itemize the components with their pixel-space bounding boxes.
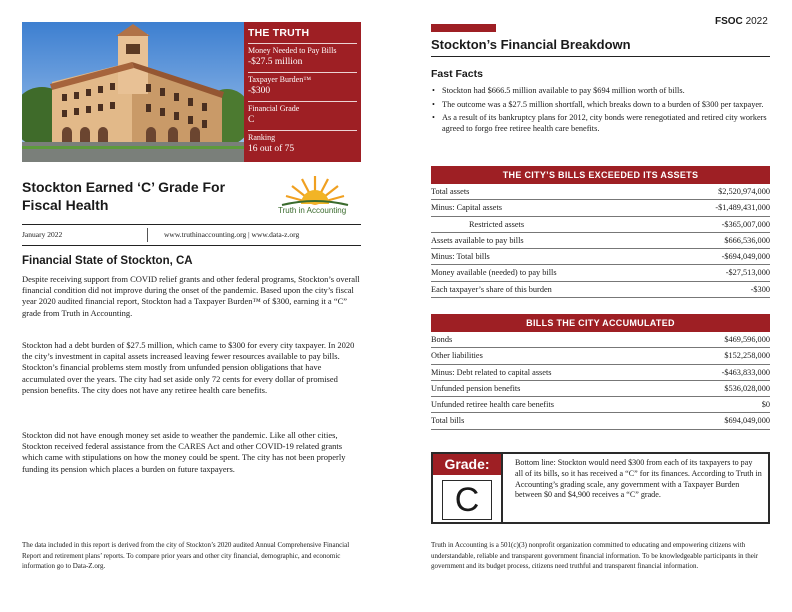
fast-facts-title: Fast Facts bbox=[431, 68, 483, 80]
table-header: THE CITY’S BILLS EXCEEDED ITS ASSETS bbox=[431, 166, 770, 184]
row-label: Restricted assets bbox=[469, 219, 525, 229]
row-amount: -$463,833,000 bbox=[721, 367, 770, 377]
bills-accumulated-table bbox=[431, 314, 770, 430]
data-source-footnote: The data included in this report is derived from the city of Stockton’s 2020 audited Annual Comprehensive Financial Report and retirement plans’ reports. To compare prior years and other city financial, demographic, and economic information go to Data-Z.org. bbox=[22, 541, 350, 570]
fast-facts-list bbox=[431, 86, 770, 137]
row-amount: $536,028,000 bbox=[724, 383, 770, 393]
table-row bbox=[431, 217, 770, 233]
ranking-value: 16 out of 75 bbox=[248, 144, 295, 154]
hotel-photo bbox=[22, 22, 244, 162]
row-amount: -$27,513,000 bbox=[725, 268, 770, 278]
the-truth-box bbox=[244, 22, 361, 162]
organization-footnote: Truth in Accounting is a 501(c)(3) nonprofit organization committed to educating and empowering citizens with understandable, reliable and transparent government financial information. To be knowledgeable participants in their government and its budget process, citizens need truthful and transparent financial information. bbox=[431, 541, 759, 570]
table-header: BILLS THE CITY ACCUMULATED bbox=[431, 314, 770, 332]
fast-fact-item: • The outcome was a $27.5 million shortfall, which breaks down to a burden of $300 per taxpayer. bbox=[431, 100, 770, 111]
row-label: Other liabilities bbox=[431, 351, 483, 361]
hotel-building-image bbox=[22, 22, 244, 162]
table-row bbox=[431, 381, 770, 397]
row-amount: $0 bbox=[761, 400, 770, 410]
section-title: Financial State of Stockton, CA bbox=[22, 255, 193, 267]
body-paragraph: Stockton did not have enough money set aside to weather the pandemic. Like all other cities, Stockton received federal assistance from the CARES Act and other COVID-19 related grants which came with stipulations on how the money could be spent. The city has not been properly funding its pension which places a burden on future taxpayers. bbox=[22, 430, 346, 474]
row-label: Each taxpayer’s share of this burden bbox=[431, 284, 552, 294]
meta-divider bbox=[147, 228, 148, 242]
row-label: Assets available to pay bills bbox=[431, 235, 524, 245]
row-label: Unfunded retiree health care benefits bbox=[431, 400, 555, 410]
row-label: Minus: Debt related to capital assets bbox=[431, 367, 552, 377]
financial-grade-label: Financial Grade bbox=[248, 104, 300, 113]
row-label: Money available (needed) to pay bills bbox=[431, 268, 557, 278]
body-paragraph: Despite receiving support from COVID relief grants and other federal programs, Stockton’s overall financial condition did not improve during the onset of the pandemic. Based upon the city’s fiscal year 2020 audited financial report, Stockton had a Taxpayer Burden™ of $300, earning it a “C” grade from Truth in Accounting. bbox=[22, 274, 360, 318]
fast-fact-item: • Stockton had $666.5 million available to pay $694 million worth of bills. bbox=[431, 86, 770, 97]
grade-letter: C bbox=[442, 480, 492, 520]
grade-box bbox=[431, 452, 503, 524]
table-row bbox=[431, 265, 770, 281]
table-row bbox=[431, 233, 770, 249]
table-row bbox=[431, 282, 770, 298]
table-row bbox=[431, 184, 770, 200]
accent-strip bbox=[431, 24, 496, 32]
truth-box-title: THE TRUTH bbox=[248, 27, 310, 39]
taxpayer-burden-value: -$300 bbox=[248, 86, 271, 96]
row-amount: $694,049,000 bbox=[724, 416, 770, 426]
table-row bbox=[431, 332, 770, 348]
fsoc-year: 2022 bbox=[745, 16, 768, 27]
truth-divider bbox=[248, 72, 357, 73]
table-row bbox=[431, 413, 770, 429]
report-date: January 2022 bbox=[22, 230, 63, 239]
row-label: Minus: Capital assets bbox=[431, 203, 502, 213]
taxpayer-burden-label: Taxpayer Burden™ bbox=[248, 75, 312, 84]
row-label: Total assets bbox=[431, 187, 470, 196]
row-amount: $2,520,974,000 bbox=[718, 187, 770, 196]
ranking-label: Ranking bbox=[248, 133, 276, 142]
body-paragraph: Stockton had a debt burden of $27.5 million, which came to $300 for every city taxpayer. In 2020 the city’s investment in capital assets increased leaving fewer resources available to pay bills. Stockton’s financial problems stem mostly from unfunded pension obligations that have accumulated over the years. The city had set aside only 72 cents for every dollar of promised pension benefits. The city does not have any retiree health care benefits. bbox=[22, 340, 355, 395]
row-amount: -$1,489,431,000 bbox=[715, 203, 770, 213]
row-amount: $469,596,000 bbox=[724, 335, 770, 344]
row-amount: -$365,007,000 bbox=[721, 219, 770, 229]
row-label: Minus: Total bills bbox=[431, 252, 490, 262]
fsoc-acronym: FSOC bbox=[715, 16, 743, 27]
grade-label: Grade: bbox=[433, 454, 501, 475]
sun-logo-icon bbox=[272, 174, 358, 208]
fsoc-label bbox=[715, 16, 768, 27]
truth-in-accounting-logo bbox=[272, 174, 358, 220]
breakdown-title: Stockton’s Financial Breakdown bbox=[431, 37, 631, 52]
fast-fact-item: • As a result of its bankruptcy plans for 2012, city bonds were renegotiated and retired city workers agreed to forgo free retiree health care benefits. bbox=[431, 113, 770, 134]
grade-explanation: Bottom line: Stockton would need $300 from each of its taxpayers to pay all of its bills, so it has received a “C” for its finances. According to Truth in Accounting’s grading scale, any government with a Taxpayer Burden between $0 and $4,900 receives a “C” grade. bbox=[503, 452, 770, 524]
money-needed-value: -$27.5 million bbox=[248, 57, 303, 67]
logo-caption: Truth in Accounting bbox=[278, 206, 347, 215]
page-title: Stockton Earned ‘C’ Grade For Fiscal Health bbox=[22, 179, 226, 213]
table-row bbox=[431, 249, 770, 265]
website-links: www.truthinaccounting.org | www.data-z.org bbox=[164, 230, 300, 239]
truth-divider bbox=[248, 130, 357, 131]
financial-grade-value: C bbox=[248, 115, 255, 125]
row-label: Unfunded pension benefits bbox=[431, 383, 521, 393]
money-needed-label: Money Needed to Pay Bills bbox=[248, 46, 337, 55]
truth-divider bbox=[248, 43, 357, 44]
table-row bbox=[431, 200, 770, 216]
title-rule bbox=[431, 56, 770, 57]
row-amount: $666,536,000 bbox=[724, 235, 770, 245]
table-row bbox=[431, 348, 770, 364]
row-label: Total bills bbox=[431, 416, 465, 426]
truth-divider bbox=[248, 101, 357, 102]
assets-vs-bills-table bbox=[431, 166, 770, 298]
table-row bbox=[431, 365, 770, 381]
row-label: Bonds bbox=[431, 335, 453, 344]
table-row bbox=[431, 397, 770, 413]
row-amount: -$694,049,000 bbox=[721, 252, 770, 262]
row-amount: $152,258,000 bbox=[724, 351, 770, 361]
row-amount: -$300 bbox=[750, 284, 770, 294]
meta-bar bbox=[22, 224, 361, 246]
